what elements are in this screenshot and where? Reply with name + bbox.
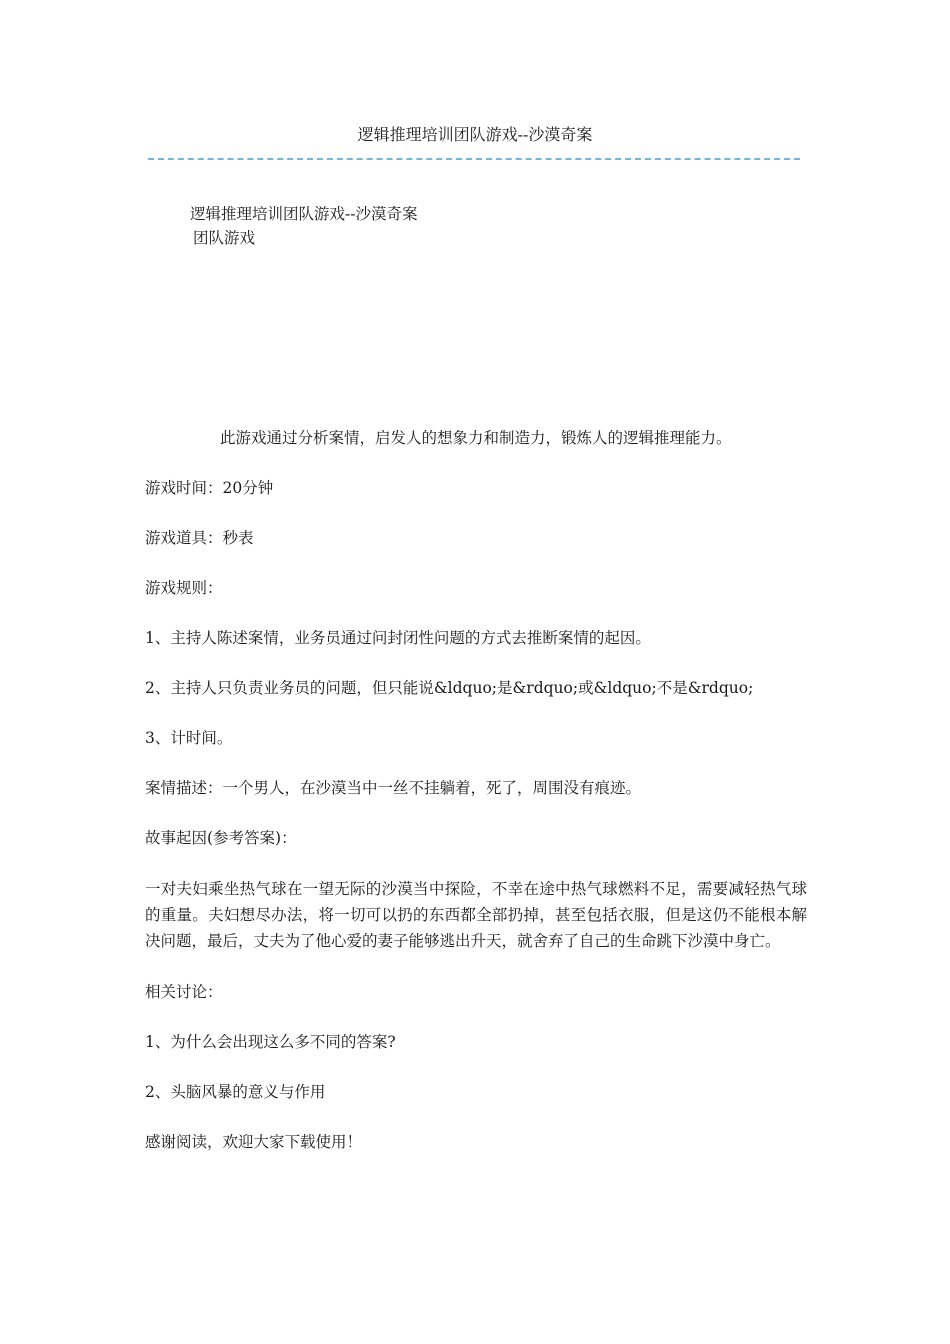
cause-heading: 故事起因(参考答案)： — [145, 829, 297, 847]
discussion-heading: 相关讨论： — [145, 983, 223, 1001]
article-header — [190, 202, 417, 250]
article-body — [145, 426, 807, 1180]
intro-paragraph: 此游戏通过分析案情，启发人的想象力和制造力，锻炼人的逻辑推理能力。 — [220, 429, 732, 447]
cause-text: 一对夫妇乘坐热气球在一望无际的沙漠当中探险，不幸在途中热气球燃料不足，需要减轻热气球的重量。夫妇想尽办法，将一切可以扔的东西都全部扔掉，甚至包括衣服，但是这仍不能根本解决问题，最后，丈夫为了他心爱的妻子能够逃出升天，就舍弃了自己的生命跳下沙漠中身亡。 — [145, 880, 807, 950]
document-title: 逻辑推理培训团队游戏--沙漠奇案 — [357, 125, 593, 144]
title-divider — [148, 158, 800, 160]
rule-item: 3、计时间。 — [145, 729, 233, 747]
rules-heading: 游戏规则： — [145, 579, 223, 597]
game-props: 游戏道具：秒表 — [145, 529, 254, 547]
discussion-item: 1、为什么会出现这么多不同的答案? — [145, 1033, 396, 1051]
game-time: 游戏时间：20分钟 — [145, 479, 274, 497]
case-description: 案情描述：一个男人，在沙漠当中一丝不挂躺着，死了，周围没有痕迹。 — [145, 779, 642, 797]
closing-note: 感谢阅读，欢迎大家下载使用！ — [145, 1133, 363, 1151]
discussion-item: 2、头脑风暴的意义与作用 — [145, 1083, 326, 1101]
article-category: 团队游戏 — [193, 229, 256, 247]
article-title: 逻辑推理培训团队游戏--沙漠奇案 — [190, 205, 418, 223]
rule-item: 2、主持人只负责业务员的问题，但只能说&ldquo;是&rdquo;或&ldquo;不是&rdquo; — [145, 679, 754, 697]
rule-item: 1、主持人陈述案情，业务员通过问封闭性问题的方式去推断案情的起因。 — [145, 629, 651, 647]
